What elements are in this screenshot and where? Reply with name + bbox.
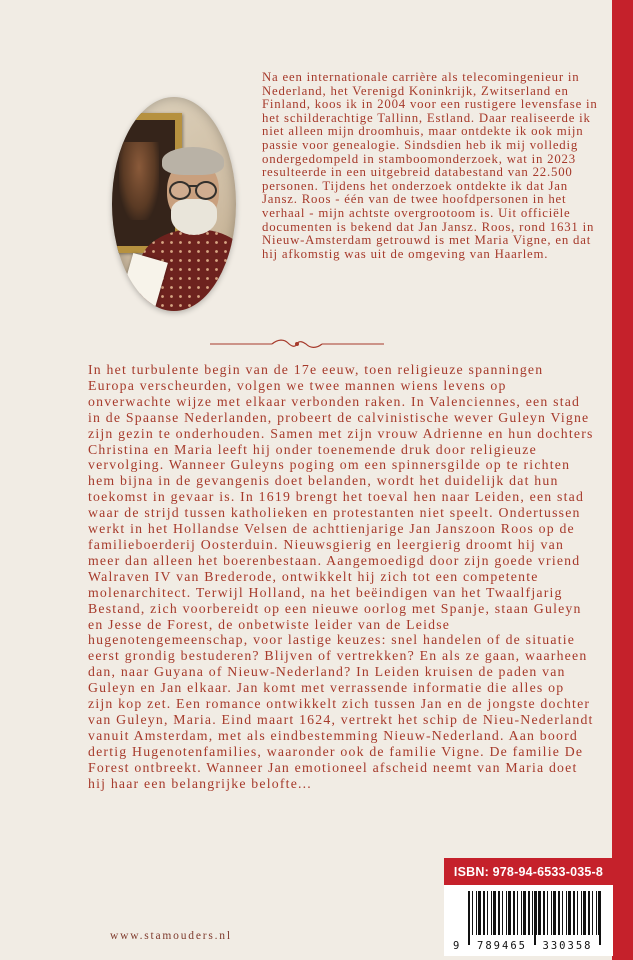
author-portrait bbox=[112, 97, 236, 311]
barcode bbox=[444, 885, 613, 956]
isbn-label: ISBN: 978-94-6533-035-8 bbox=[444, 858, 613, 885]
barcode-guard-left bbox=[468, 891, 470, 945]
barcode-guard-middle bbox=[534, 891, 536, 945]
spine-red-stripe bbox=[612, 0, 633, 960]
barcode-digit-group-2: 330358 bbox=[538, 940, 597, 952]
glasses-right-lens bbox=[195, 181, 217, 200]
glasses-icon bbox=[168, 181, 218, 199]
portrait-hair bbox=[162, 147, 224, 175]
website-url: www.stamouders.nl bbox=[110, 930, 232, 942]
portrait-beard bbox=[171, 199, 217, 235]
synopsis-text: In het turbulente begin van de 17e eeuw, toen religieuze spanningen Europa verscheurden, volgen we twee mannen wiens levens op onverwachte wijze met elkaar verbonden raken. In Valenciennes, een stad in de Spaanse Nederlanden, probeert de calvinistische wever Guleyn Vigne zijn gezin te onderhouden. Samen met zijn vrouw Adrienne en hun dochters Christina en Maria leeft hij onder toenemende druk door religieuze vervolging. Wanneer Guleyns poging om een spinnersgilde op te richten hem bijna in de gevangenis doet belanden, wordt het duidelijk dat hun toekomst in gevaar is. In 1619 brengt het toeval hen naar Leiden, een stad waar de strijd tussen katholieken en protestanten niet speelt. Ondertussen werkt in het Hollandse Velsen de achttienjarige Jan Janszoon Roos op de familieboerderij Oosterduin. Nieuwsgierig en leergierig droomt hij van meer dan alleen het boerenbestaan. Aangemoedigd door zijn goede vriend Walraven IV van Brederode, ontwikkelt hij zich tot een competente molenarchitect. Terwijl Holland, na het beëindigen van het Twaalfjarig Bestand, zich voorbereidt op een nieuwe oorlog met Spanje, staan Guleyn en Jesse de Forest, de onbetwiste leider van de Leidse hugenotengemeenschap, voor lastige keuzes: snel handelen of de situatie eerst grondig bestuderen? Blijven of vertrekken? En als ze gaan, waarheen dan, naar Guyana of Nieuw-Nederland? In Leiden kruisen de paden van Guleyn en Jan elkaar. Jan komt met verrassende informatie die alles op zijn kop zet. Een romance ontwikkelt zich tussen Jan en de jongste dochter van Guleyn, Maria. Eind maart 1624, vertrekt het schip de Nieu-Nederlandt vanuit Amsterdam, met als eindbestemming Nieuw-Nederland. Aan boord dertig Hugenotenfamilies, waaronder ook de familie Vigne. De familie De Forest ontbreekt. Wanneer Jan emotioneel afscheid neemt van Maria doet hij haar een belangrijke belofte... bbox=[88, 362, 594, 791]
author-bio-text: Na een internationale carrière als telecomingenieur in Nederland, het Verenigd Koninkrijk, Zwitserland en Finland, koos ik in 2004 voor een rustigere levensfase in het schilderachtige Tallinn, Estland. Daar realiseerde ik niet alleen mijn droomhuis, maar ontdekte ik ook mijn passie voor genealogie. Sindsdien heb ik mij volledig ondergedompeld in stamboomonderzoek, wat in 2023 resulteerde in een uitgebreid databestand van 22.500 personen. Tijdens het onderzoek ontdekte ik dat Jan Jansz. Roos - één van de twee hoofdpersonen in het verhaal - mijn achtste overgrootoom is. Uit officiële documenten is bekend dat Jan Jansz. Roos, rond 1631 in Nieuw-Amsterdam getrouwd is met Maria Vigne, en dat hij afkomstig was uit de omgeving van Haarlem. bbox=[262, 70, 598, 261]
barcode-digits bbox=[444, 940, 613, 952]
barcode-guard-right bbox=[599, 891, 601, 945]
flourish-icon bbox=[208, 336, 386, 352]
glasses-left-lens bbox=[169, 181, 191, 200]
barcode-digit-group-1: 789465 bbox=[472, 940, 532, 952]
ornamental-divider bbox=[208, 336, 386, 352]
barcode-digit-lead: 9 bbox=[453, 940, 460, 952]
